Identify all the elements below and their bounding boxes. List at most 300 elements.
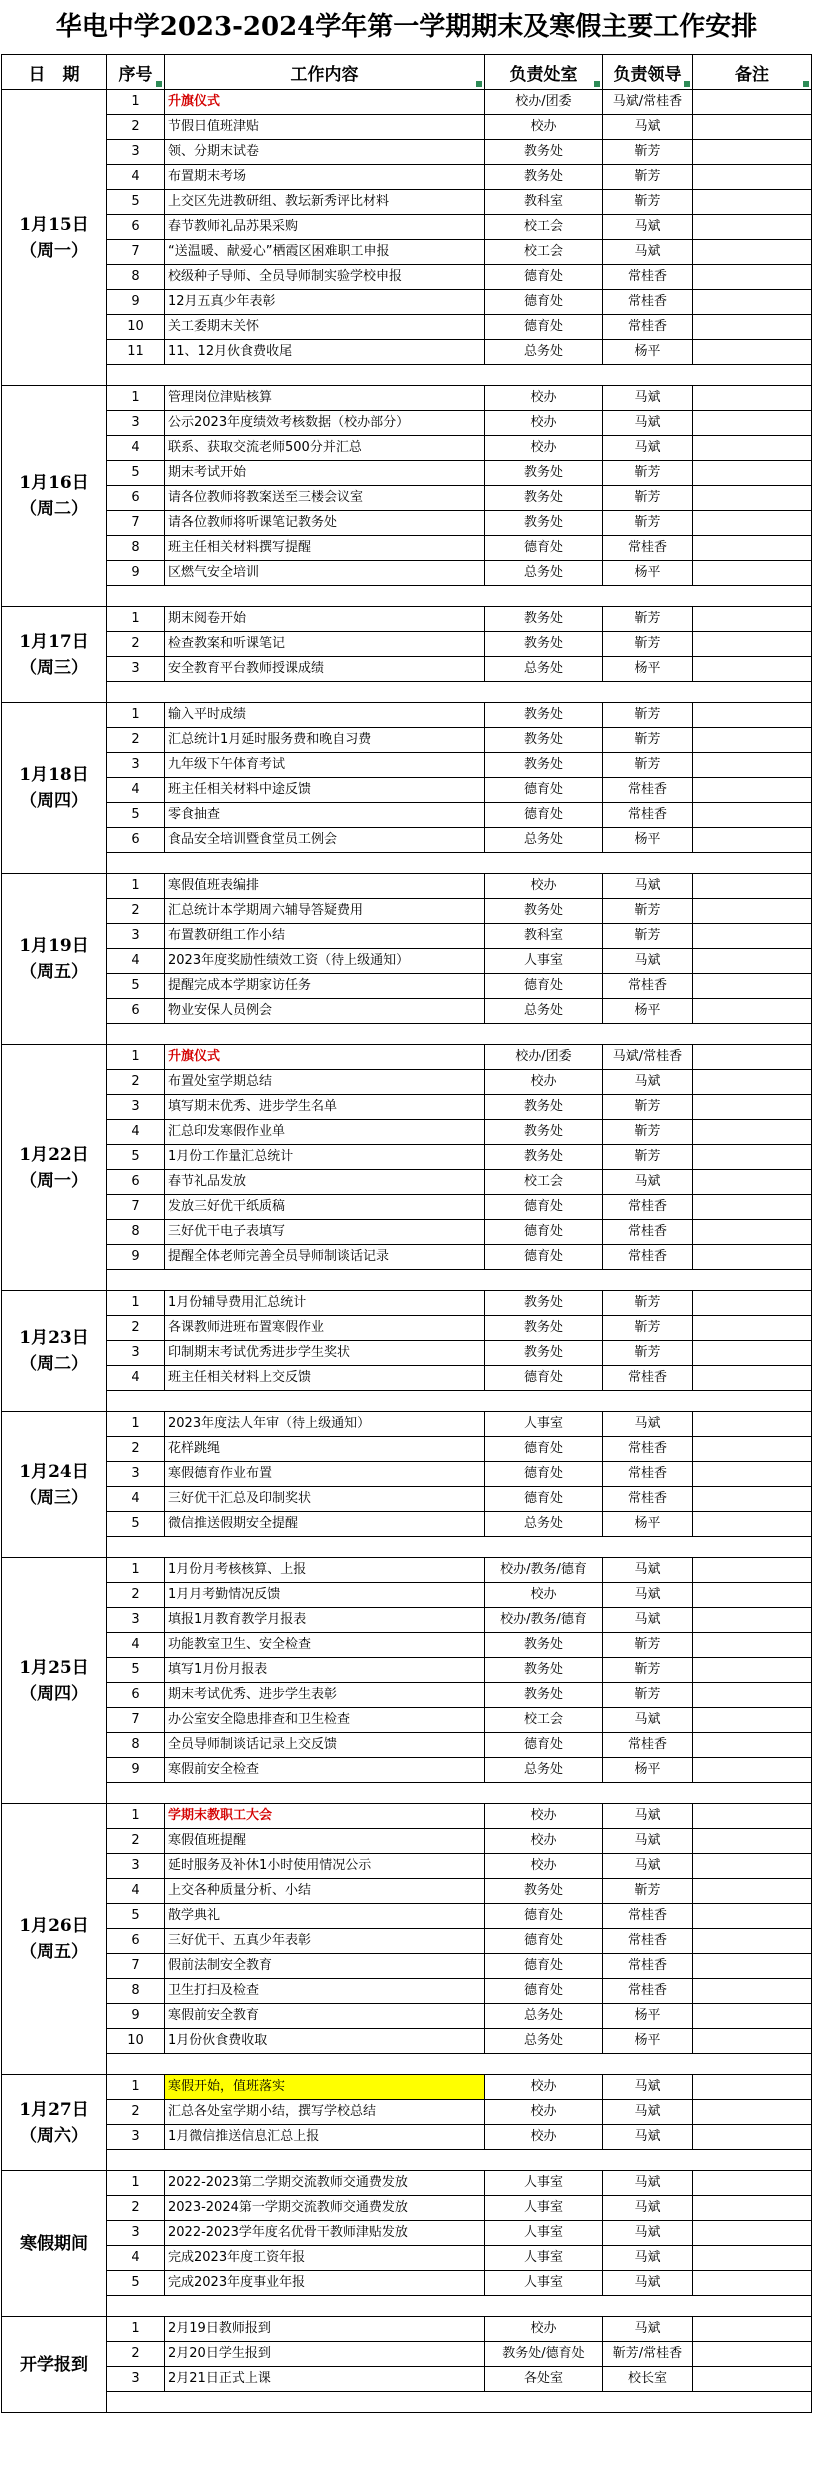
seq-cell[interactable]: 8 bbox=[107, 536, 165, 561]
dept-cell[interactable]: 校办 bbox=[485, 1854, 603, 1879]
seq-cell[interactable]: 1 bbox=[107, 386, 165, 411]
remark-cell[interactable] bbox=[693, 657, 812, 682]
remark-cell[interactable] bbox=[693, 2125, 812, 2150]
remark-cell[interactable] bbox=[693, 899, 812, 924]
leader-cell[interactable]: 马斌 bbox=[603, 1608, 693, 1633]
remark-cell[interactable] bbox=[693, 2317, 812, 2342]
content-cell[interactable]: 填写1月份月报表 bbox=[165, 1658, 485, 1683]
filter-dropdown-icon[interactable] bbox=[803, 81, 809, 87]
dept-cell[interactable]: 德育处 bbox=[485, 803, 603, 828]
content-cell[interactable]: 1月份月考核核算、上报 bbox=[165, 1558, 485, 1583]
dept-cell[interactable]: 人事室 bbox=[485, 2196, 603, 2221]
remark-cell[interactable] bbox=[693, 753, 812, 778]
seq-cell[interactable]: 2 bbox=[107, 2100, 165, 2125]
leader-cell[interactable]: 常桂香 bbox=[603, 290, 693, 315]
remark-cell[interactable] bbox=[693, 632, 812, 657]
leader-cell[interactable]: 靳芳 bbox=[603, 165, 693, 190]
seq-cell[interactable]: 5 bbox=[107, 1145, 165, 1170]
content-cell[interactable]: 汇总印发寒假作业单 bbox=[165, 1120, 485, 1145]
leader-cell[interactable]: 马斌 bbox=[603, 1558, 693, 1583]
content-cell[interactable]: 物业安保人员例会 bbox=[165, 999, 485, 1024]
seq-cell[interactable]: 8 bbox=[107, 265, 165, 290]
leader-cell[interactable]: 马斌 bbox=[603, 1708, 693, 1733]
seq-cell[interactable]: 6 bbox=[107, 215, 165, 240]
date-cell[interactable] bbox=[2, 2075, 107, 2171]
remark-cell[interactable] bbox=[693, 1608, 812, 1633]
remark-cell[interactable] bbox=[693, 874, 812, 899]
remark-cell[interactable] bbox=[693, 1487, 812, 1512]
leader-cell[interactable]: 马斌 bbox=[603, 874, 693, 899]
seq-cell[interactable]: 1 bbox=[107, 1558, 165, 1583]
dept-cell[interactable]: 教务处 bbox=[485, 1879, 603, 1904]
content-cell[interactable]: 2023年度法人年审（待上级通知） bbox=[165, 1412, 485, 1437]
seq-cell[interactable]: 7 bbox=[107, 240, 165, 265]
seq-cell[interactable]: 5 bbox=[107, 1904, 165, 1929]
seq-cell[interactable]: 7 bbox=[107, 1708, 165, 1733]
seq-cell[interactable]: 4 bbox=[107, 1879, 165, 1904]
seq-cell[interactable]: 9 bbox=[107, 290, 165, 315]
content-cell[interactable]: 延时服务及补休1小时使用情况公示 bbox=[165, 1854, 485, 1879]
leader-cell[interactable]: 杨平 bbox=[603, 1512, 693, 1537]
leader-cell[interactable]: 马斌 bbox=[603, 1170, 693, 1195]
seq-cell[interactable]: 3 bbox=[107, 924, 165, 949]
seq-cell[interactable]: 6 bbox=[107, 999, 165, 1024]
dept-cell[interactable]: 人事室 bbox=[485, 2221, 603, 2246]
content-cell[interactable]: 功能教室卫生、安全检查 bbox=[165, 1633, 485, 1658]
content-cell[interactable]: 11、12月伙食费收尾 bbox=[165, 340, 485, 365]
leader-cell[interactable]: 靳芳 bbox=[603, 1879, 693, 1904]
remark-cell[interactable] bbox=[693, 1412, 812, 1437]
dept-cell[interactable]: 校办 bbox=[485, 411, 603, 436]
dept-cell[interactable]: 德育处 bbox=[485, 265, 603, 290]
leader-cell[interactable]: 马斌 bbox=[603, 2075, 693, 2100]
leader-cell[interactable]: 马斌 bbox=[603, 2171, 693, 2196]
seq-cell[interactable]: 4 bbox=[107, 165, 165, 190]
leader-cell[interactable]: 靳芳 bbox=[603, 924, 693, 949]
dept-cell[interactable]: 德育处 bbox=[485, 778, 603, 803]
seq-cell[interactable]: 3 bbox=[107, 657, 165, 682]
dept-cell[interactable]: 教务处 bbox=[485, 703, 603, 728]
leader-cell[interactable]: 常桂香 bbox=[603, 1954, 693, 1979]
leader-cell[interactable]: 靳芳 bbox=[603, 486, 693, 511]
date-cell[interactable] bbox=[2, 607, 107, 703]
dept-cell[interactable]: 德育处 bbox=[485, 1366, 603, 1391]
leader-cell[interactable]: 校长室 bbox=[603, 2367, 693, 2392]
seq-cell[interactable]: 10 bbox=[107, 2029, 165, 2054]
leader-cell[interactable]: 常桂香 bbox=[603, 1929, 693, 1954]
dept-cell[interactable]: 教务处 bbox=[485, 632, 603, 657]
remark-cell[interactable] bbox=[693, 511, 812, 536]
dept-cell[interactable]: 总务处 bbox=[485, 340, 603, 365]
leader-cell[interactable]: 靳芳 bbox=[603, 461, 693, 486]
seq-cell[interactable]: 4 bbox=[107, 1487, 165, 1512]
dept-cell[interactable]: 教科室 bbox=[485, 190, 603, 215]
leader-cell[interactable]: 常桂香 bbox=[603, 1462, 693, 1487]
remark-cell[interactable] bbox=[693, 1879, 812, 1904]
header-dept[interactable] bbox=[485, 55, 603, 90]
seq-cell[interactable]: 8 bbox=[107, 1979, 165, 2004]
dept-cell[interactable]: 校办/教务/德育 bbox=[485, 1558, 603, 1583]
content-cell[interactable]: 假前法制安全教育 bbox=[165, 1954, 485, 1979]
content-cell[interactable]: 校级种子导师、全员导师制实验学校申报 bbox=[165, 265, 485, 290]
date-cell[interactable] bbox=[2, 703, 107, 874]
content-cell[interactable]: 安全教育平台教师授课成绩 bbox=[165, 657, 485, 682]
content-cell[interactable]: 公示2023年度绩效考核数据（校办部分） bbox=[165, 411, 485, 436]
content-cell[interactable]: 寒假开始，值班落实 bbox=[165, 2075, 485, 2100]
remark-cell[interactable] bbox=[693, 1245, 812, 1270]
seq-cell[interactable]: 3 bbox=[107, 140, 165, 165]
dept-cell[interactable]: 总务处 bbox=[485, 657, 603, 682]
remark-cell[interactable] bbox=[693, 1558, 812, 1583]
dept-cell[interactable]: 德育处 bbox=[485, 290, 603, 315]
leader-cell[interactable]: 马斌 bbox=[603, 1412, 693, 1437]
seq-cell[interactable]: 2 bbox=[107, 899, 165, 924]
seq-cell[interactable]: 2 bbox=[107, 1070, 165, 1095]
dept-cell[interactable]: 校工会 bbox=[485, 240, 603, 265]
content-cell[interactable]: 升旗仪式 bbox=[165, 90, 485, 115]
remark-cell[interactable] bbox=[693, 924, 812, 949]
seq-cell[interactable]: 3 bbox=[107, 1095, 165, 1120]
seq-cell[interactable]: 2 bbox=[107, 1583, 165, 1608]
content-cell[interactable]: 领、分期末试卷 bbox=[165, 140, 485, 165]
content-cell[interactable]: 寒假德育作业布置 bbox=[165, 1462, 485, 1487]
remark-cell[interactable] bbox=[693, 1045, 812, 1070]
seq-cell[interactable]: 9 bbox=[107, 561, 165, 586]
leader-cell[interactable]: 马斌 bbox=[603, 386, 693, 411]
remark-cell[interactable] bbox=[693, 607, 812, 632]
content-cell[interactable]: 寒假前安全检查 bbox=[165, 1758, 485, 1783]
seq-cell[interactable]: 5 bbox=[107, 461, 165, 486]
leader-cell[interactable]: 靳芳 bbox=[603, 1633, 693, 1658]
dept-cell[interactable]: 教务处 bbox=[485, 753, 603, 778]
remark-cell[interactable] bbox=[693, 1658, 812, 1683]
seq-cell[interactable]: 3 bbox=[107, 1608, 165, 1633]
seq-cell[interactable]: 1 bbox=[107, 1045, 165, 1070]
leader-cell[interactable]: 常桂香 bbox=[603, 974, 693, 999]
dept-cell[interactable]: 校办 bbox=[485, 386, 603, 411]
seq-cell[interactable]: 3 bbox=[107, 1341, 165, 1366]
content-cell[interactable]: 2月20日学生报到 bbox=[165, 2342, 485, 2367]
seq-cell[interactable]: 9 bbox=[107, 2004, 165, 2029]
leader-cell[interactable]: 靳芳 bbox=[603, 1291, 693, 1316]
content-cell[interactable]: 汇总统计1月延时服务费和晚自习费 bbox=[165, 728, 485, 753]
content-cell[interactable]: 节假日值班津贴 bbox=[165, 115, 485, 140]
content-cell[interactable]: 办公室安全隐患排查和卫生检查 bbox=[165, 1708, 485, 1733]
content-cell[interactable]: 布置期末考场 bbox=[165, 165, 485, 190]
leader-cell[interactable]: 靳芳 bbox=[603, 1658, 693, 1683]
seq-cell[interactable]: 11 bbox=[107, 340, 165, 365]
seq-cell[interactable]: 2 bbox=[107, 2196, 165, 2221]
seq-cell[interactable]: 1 bbox=[107, 2171, 165, 2196]
content-cell[interactable]: 班主任相关材料撰写提醒 bbox=[165, 536, 485, 561]
dept-cell[interactable]: 校办 bbox=[485, 1829, 603, 1854]
seq-cell[interactable]: 10 bbox=[107, 315, 165, 340]
leader-cell[interactable]: 马斌 bbox=[603, 949, 693, 974]
dept-cell[interactable]: 教务处/德育处 bbox=[485, 2342, 603, 2367]
leader-cell[interactable]: 常桂香 bbox=[603, 1437, 693, 1462]
dept-cell[interactable]: 教务处 bbox=[485, 1120, 603, 1145]
remark-cell[interactable] bbox=[693, 461, 812, 486]
leader-cell[interactable]: 杨平 bbox=[603, 2029, 693, 2054]
remark-cell[interactable] bbox=[693, 140, 812, 165]
remark-cell[interactable] bbox=[693, 728, 812, 753]
leader-cell[interactable]: 马斌 bbox=[603, 1804, 693, 1829]
leader-cell[interactable]: 马斌 bbox=[603, 2246, 693, 2271]
dept-cell[interactable]: 人事室 bbox=[485, 2171, 603, 2196]
content-cell[interactable]: 全员导师制谈话记录上交反馈 bbox=[165, 1733, 485, 1758]
remark-cell[interactable] bbox=[693, 2367, 812, 2392]
dept-cell[interactable]: 各处室 bbox=[485, 2367, 603, 2392]
leader-cell[interactable]: 马斌 bbox=[603, 2125, 693, 2150]
leader-cell[interactable]: 常桂香 bbox=[603, 1220, 693, 1245]
dept-cell[interactable]: 总务处 bbox=[485, 561, 603, 586]
remark-cell[interactable] bbox=[693, 1437, 812, 1462]
dept-cell[interactable]: 校办 bbox=[485, 2317, 603, 2342]
content-cell[interactable]: 期末考试优秀、进步学生表彰 bbox=[165, 1683, 485, 1708]
leader-cell[interactable]: 常桂香 bbox=[603, 803, 693, 828]
seq-cell[interactable]: 4 bbox=[107, 1366, 165, 1391]
dept-cell[interactable]: 德育处 bbox=[485, 1220, 603, 1245]
remark-cell[interactable] bbox=[693, 778, 812, 803]
remark-cell[interactable] bbox=[693, 1854, 812, 1879]
dept-cell[interactable]: 校工会 bbox=[485, 215, 603, 240]
seq-cell[interactable]: 8 bbox=[107, 1220, 165, 1245]
content-cell[interactable]: 2023年度奖励性绩效工资（待上级通知） bbox=[165, 949, 485, 974]
remark-cell[interactable] bbox=[693, 290, 812, 315]
seq-cell[interactable]: 6 bbox=[107, 828, 165, 853]
content-cell[interactable]: 布置教研组工作小结 bbox=[165, 924, 485, 949]
remark-cell[interactable] bbox=[693, 999, 812, 1024]
leader-cell[interactable]: 马斌 bbox=[603, 2317, 693, 2342]
date-cell[interactable] bbox=[2, 90, 107, 386]
remark-cell[interactable] bbox=[693, 240, 812, 265]
content-cell[interactable]: 上交区先进教研组、教坛新秀评比材料 bbox=[165, 190, 485, 215]
dept-cell[interactable]: 校工会 bbox=[485, 1170, 603, 1195]
content-cell[interactable]: 发放三好优干纸质稿 bbox=[165, 1195, 485, 1220]
dept-cell[interactable]: 教务处 bbox=[485, 1291, 603, 1316]
remark-cell[interactable] bbox=[693, 974, 812, 999]
leader-cell[interactable]: 靳芳 bbox=[603, 140, 693, 165]
seq-cell[interactable]: 4 bbox=[107, 778, 165, 803]
leader-cell[interactable]: 马斌 bbox=[603, 2196, 693, 2221]
content-cell[interactable]: 2023-2024第一学期交流教师交通费发放 bbox=[165, 2196, 485, 2221]
date-cell[interactable] bbox=[2, 1045, 107, 1291]
leader-cell[interactable]: 马斌 bbox=[603, 436, 693, 461]
remark-cell[interactable] bbox=[693, 265, 812, 290]
header-leader[interactable] bbox=[603, 55, 693, 90]
seq-cell[interactable]: 3 bbox=[107, 1462, 165, 1487]
dept-cell[interactable]: 教务处 bbox=[485, 1316, 603, 1341]
seq-cell[interactable]: 1 bbox=[107, 703, 165, 728]
remark-cell[interactable] bbox=[693, 90, 812, 115]
remark-cell[interactable] bbox=[693, 1979, 812, 2004]
seq-cell[interactable]: 6 bbox=[107, 486, 165, 511]
content-cell[interactable]: 填报1月教育教学月报表 bbox=[165, 1608, 485, 1633]
leader-cell[interactable]: 靳芳 bbox=[603, 1341, 693, 1366]
dept-cell[interactable]: 德育处 bbox=[485, 315, 603, 340]
leader-cell[interactable]: 靳芳 bbox=[603, 607, 693, 632]
dept-cell[interactable]: 教务处 bbox=[485, 728, 603, 753]
filter-dropdown-icon[interactable] bbox=[156, 81, 162, 87]
remark-cell[interactable] bbox=[693, 561, 812, 586]
content-cell[interactable]: 管理岗位津贴核算 bbox=[165, 386, 485, 411]
remark-cell[interactable] bbox=[693, 1633, 812, 1658]
date-cell[interactable] bbox=[2, 2171, 107, 2317]
remark-cell[interactable] bbox=[693, 436, 812, 461]
header-remark[interactable] bbox=[693, 55, 812, 90]
seq-cell[interactable]: 1 bbox=[107, 607, 165, 632]
remark-cell[interactable] bbox=[693, 2271, 812, 2296]
content-cell[interactable]: 1月份工作量汇总统计 bbox=[165, 1145, 485, 1170]
content-cell[interactable]: 零食抽查 bbox=[165, 803, 485, 828]
content-cell[interactable]: 三好优干汇总及印制奖状 bbox=[165, 1487, 485, 1512]
seq-cell[interactable]: 1 bbox=[107, 1291, 165, 1316]
seq-cell[interactable]: 2 bbox=[107, 1829, 165, 1854]
dept-cell[interactable]: 总务处 bbox=[485, 2004, 603, 2029]
content-cell[interactable]: 1月月考勤情况反馈 bbox=[165, 1583, 485, 1608]
content-cell[interactable]: 花样跳绳 bbox=[165, 1437, 485, 1462]
seq-cell[interactable]: 1 bbox=[107, 1412, 165, 1437]
seq-cell[interactable]: 5 bbox=[107, 1658, 165, 1683]
content-cell[interactable]: 微信推送假期安全提醒 bbox=[165, 1512, 485, 1537]
remark-cell[interactable] bbox=[693, 2029, 812, 2054]
leader-cell[interactable]: 马斌/常桂香 bbox=[603, 90, 693, 115]
remark-cell[interactable] bbox=[693, 2221, 812, 2246]
leader-cell[interactable]: 马斌 bbox=[603, 1070, 693, 1095]
leader-cell[interactable]: 杨平 bbox=[603, 999, 693, 1024]
dept-cell[interactable]: 德育处 bbox=[485, 1245, 603, 1270]
dept-cell[interactable]: 德育处 bbox=[485, 1904, 603, 1929]
remark-cell[interactable] bbox=[693, 1070, 812, 1095]
dept-cell[interactable]: 德育处 bbox=[485, 1487, 603, 1512]
leader-cell[interactable]: 靳芳 bbox=[603, 1095, 693, 1120]
remark-cell[interactable] bbox=[693, 2342, 812, 2367]
dept-cell[interactable]: 总务处 bbox=[485, 1512, 603, 1537]
content-cell[interactable]: 春节教师礼品苏果采购 bbox=[165, 215, 485, 240]
leader-cell[interactable]: 常桂香 bbox=[603, 1245, 693, 1270]
content-cell[interactable]: 填写期末优秀、进步学生名单 bbox=[165, 1095, 485, 1120]
remark-cell[interactable] bbox=[693, 411, 812, 436]
leader-cell[interactable]: 马斌 bbox=[603, 1854, 693, 1879]
dept-cell[interactable]: 教务处 bbox=[485, 1145, 603, 1170]
remark-cell[interactable] bbox=[693, 165, 812, 190]
remark-cell[interactable] bbox=[693, 2196, 812, 2221]
seq-cell[interactable]: 4 bbox=[107, 1120, 165, 1145]
content-cell[interactable]: 春节礼品发放 bbox=[165, 1170, 485, 1195]
content-cell[interactable]: 2月21日正式上课 bbox=[165, 2367, 485, 2392]
seq-cell[interactable]: 7 bbox=[107, 1954, 165, 1979]
leader-cell[interactable]: 马斌 bbox=[603, 411, 693, 436]
remark-cell[interactable] bbox=[693, 803, 812, 828]
leader-cell[interactable]: 靳芳 bbox=[603, 632, 693, 657]
remark-cell[interactable] bbox=[693, 215, 812, 240]
leader-cell[interactable]: 杨平 bbox=[603, 340, 693, 365]
leader-cell[interactable]: 马斌 bbox=[603, 1583, 693, 1608]
content-cell[interactable]: 提醒完成本学期家访任务 bbox=[165, 974, 485, 999]
content-cell[interactable]: 提醒全体老师完善全员导师制谈话记录 bbox=[165, 1245, 485, 1270]
seq-cell[interactable]: 4 bbox=[107, 949, 165, 974]
dept-cell[interactable]: 教务处 bbox=[485, 165, 603, 190]
date-cell[interactable] bbox=[2, 1558, 107, 1804]
dept-cell[interactable]: 教务处 bbox=[485, 140, 603, 165]
leader-cell[interactable]: 靳芳 bbox=[603, 703, 693, 728]
seq-cell[interactable]: 5 bbox=[107, 1512, 165, 1537]
date-cell[interactable] bbox=[2, 1291, 107, 1412]
seq-cell[interactable]: 1 bbox=[107, 90, 165, 115]
content-cell[interactable]: 升旗仪式 bbox=[165, 1045, 485, 1070]
dept-cell[interactable]: 总务处 bbox=[485, 828, 603, 853]
leader-cell[interactable]: 马斌 bbox=[603, 2100, 693, 2125]
leader-cell[interactable]: 杨平 bbox=[603, 561, 693, 586]
dept-cell[interactable]: 总务处 bbox=[485, 999, 603, 1024]
seq-cell[interactable]: 5 bbox=[107, 803, 165, 828]
dept-cell[interactable]: 教务处 bbox=[485, 461, 603, 486]
header-content[interactable] bbox=[165, 55, 485, 90]
content-cell[interactable]: 寒假前安全教育 bbox=[165, 2004, 485, 2029]
leader-cell[interactable]: 马斌 bbox=[603, 215, 693, 240]
seq-cell[interactable]: 2 bbox=[107, 1437, 165, 1462]
date-cell[interactable] bbox=[2, 874, 107, 1045]
dept-cell[interactable]: 教务处 bbox=[485, 486, 603, 511]
remark-cell[interactable] bbox=[693, 1512, 812, 1537]
dept-cell[interactable]: 校办 bbox=[485, 115, 603, 140]
remark-cell[interactable] bbox=[693, 1170, 812, 1195]
leader-cell[interactable]: 马斌 bbox=[603, 2221, 693, 2246]
seq-cell[interactable]: 8 bbox=[107, 1733, 165, 1758]
dept-cell[interactable]: 人事室 bbox=[485, 2246, 603, 2271]
dept-cell[interactable]: 教务处 bbox=[485, 899, 603, 924]
seq-cell[interactable]: 3 bbox=[107, 2221, 165, 2246]
leader-cell[interactable]: 常桂香 bbox=[603, 1487, 693, 1512]
header-seq[interactable] bbox=[107, 55, 165, 90]
remark-cell[interactable] bbox=[693, 1291, 812, 1316]
dept-cell[interactable]: 校办 bbox=[485, 2100, 603, 2125]
content-cell[interactable]: 区燃气安全培训 bbox=[165, 561, 485, 586]
leader-cell[interactable]: 常桂香 bbox=[603, 315, 693, 340]
content-cell[interactable]: 完成2023年度工资年报 bbox=[165, 2246, 485, 2271]
dept-cell[interactable]: 德育处 bbox=[485, 1462, 603, 1487]
dept-cell[interactable]: 校办 bbox=[485, 2075, 603, 2100]
content-cell[interactable]: 2月19日教师报到 bbox=[165, 2317, 485, 2342]
content-cell[interactable]: 上交各种质量分析、小结 bbox=[165, 1879, 485, 1904]
leader-cell[interactable]: 靳芳 bbox=[603, 728, 693, 753]
seq-cell[interactable]: 2 bbox=[107, 728, 165, 753]
content-cell[interactable]: 期末考试开始 bbox=[165, 461, 485, 486]
remark-cell[interactable] bbox=[693, 1195, 812, 1220]
leader-cell[interactable]: 马斌 bbox=[603, 1829, 693, 1854]
date-cell[interactable] bbox=[2, 1412, 107, 1558]
seq-cell[interactable]: 4 bbox=[107, 436, 165, 461]
dept-cell[interactable]: 德育处 bbox=[485, 1979, 603, 2004]
content-cell[interactable]: 学期末教职工大会 bbox=[165, 1804, 485, 1829]
dept-cell[interactable]: 校办 bbox=[485, 874, 603, 899]
dept-cell[interactable]: 校办 bbox=[485, 436, 603, 461]
dept-cell[interactable]: 人事室 bbox=[485, 1412, 603, 1437]
leader-cell[interactable]: 常桂香 bbox=[603, 1733, 693, 1758]
seq-cell[interactable]: 4 bbox=[107, 1633, 165, 1658]
remark-cell[interactable] bbox=[693, 2246, 812, 2271]
leader-cell[interactable]: 马斌 bbox=[603, 115, 693, 140]
leader-cell[interactable]: 靳芳 bbox=[603, 1683, 693, 1708]
content-cell[interactable]: 寒假值班提醒 bbox=[165, 1829, 485, 1854]
dept-cell[interactable]: 校办 bbox=[485, 2125, 603, 2150]
leader-cell[interactable]: 杨平 bbox=[603, 1758, 693, 1783]
seq-cell[interactable]: 5 bbox=[107, 2271, 165, 2296]
dept-cell[interactable]: 教科室 bbox=[485, 924, 603, 949]
content-cell[interactable]: 12月五真少年表彰 bbox=[165, 290, 485, 315]
seq-cell[interactable]: 1 bbox=[107, 874, 165, 899]
dept-cell[interactable]: 德育处 bbox=[485, 1733, 603, 1758]
